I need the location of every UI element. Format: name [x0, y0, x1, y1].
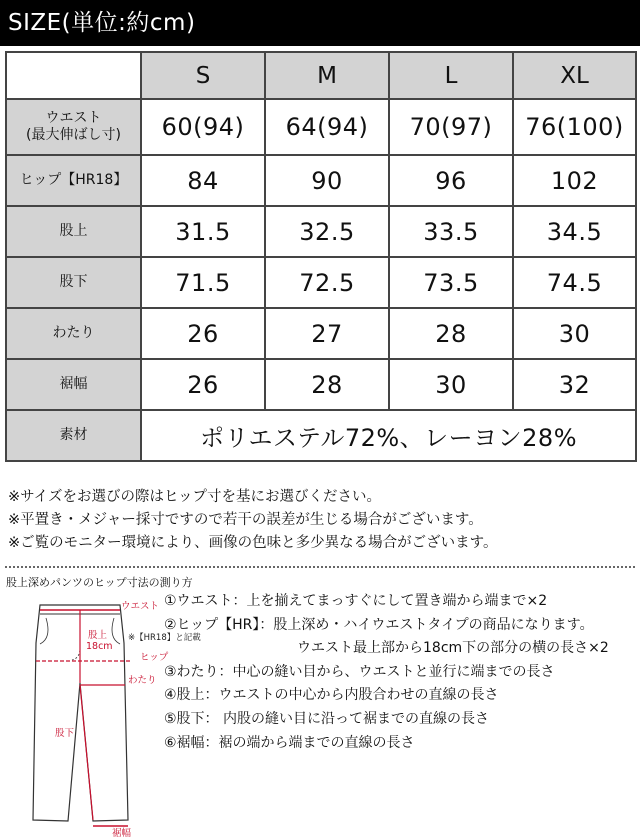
row-label-line: ウエスト	[45, 110, 102, 126]
label-inseam: 股下	[55, 728, 75, 739]
table-cell: 28	[389, 308, 513, 359]
table-cell: 102	[513, 155, 636, 206]
table-cell: 30	[513, 308, 636, 359]
row-label-material: 素材	[6, 410, 141, 461]
label-waist: ウエスト	[121, 601, 160, 612]
table-cell: 64(94)	[265, 99, 389, 155]
material-value: ポリエステル72%、レーヨン28%	[141, 410, 636, 461]
table-row-thigh	[6, 308, 636, 359]
table-row-waist	[6, 99, 636, 155]
table-row-hip	[6, 155, 636, 206]
size-header: S	[141, 52, 265, 99]
row-label-inseam: 股下	[6, 257, 141, 308]
table-cell: 96	[389, 155, 513, 206]
table-cell: 33.5	[389, 206, 513, 257]
row-label-hem: 裾幅	[6, 359, 141, 410]
table-cell: 28	[265, 359, 389, 410]
label-rise-value: 18cm	[86, 641, 113, 652]
notes	[8, 486, 498, 555]
row-label-line: (最大伸ばし寸)	[26, 127, 121, 143]
row-label-thigh: わたり	[6, 308, 141, 359]
instruction-line: ②ヒップ【HR】：股上深め・ハイウエストタイプの商品になります。	[164, 616, 594, 633]
diagram-title: 股上深めパンツのヒップ寸法の測り方	[6, 576, 193, 589]
instruction-line: ウエスト最上部から18cm下の部分の横の長さ×2	[297, 640, 609, 657]
instruction-line: ③わたり：中心の縫い目から、ウエストと並行に端までの長さ	[164, 663, 555, 680]
divider	[5, 566, 635, 568]
table-cell: 34.5	[513, 206, 636, 257]
table-cell: 27	[265, 308, 389, 359]
table-cell: 32.5	[265, 206, 389, 257]
label-thigh: わたり	[128, 675, 157, 686]
table-row-inseam	[6, 257, 636, 308]
corner-cell	[6, 52, 141, 99]
table-cell: 32	[513, 359, 636, 410]
table-row-material	[6, 410, 636, 461]
table-cell: 90	[265, 155, 389, 206]
label-hr-note: ※【HR18】と記載	[128, 633, 201, 643]
size-header: XL	[513, 52, 636, 99]
instruction-line: ①ウエスト：上を揃えてまっすぐにして置き端から端まで×2	[164, 593, 548, 609]
note-line: ※ご覧のモニター環境により、画像の色味と多少異なる場合がございます。	[8, 535, 498, 551]
table-cell: 71.5	[141, 257, 265, 308]
table-cell: 31.5	[141, 206, 265, 257]
row-label-waist	[6, 99, 141, 155]
table-cell: 26	[141, 359, 265, 410]
page-title: SIZE(単位:約cm)	[0, 0, 640, 46]
size-header-row	[6, 52, 636, 99]
row-label-rise: 股上	[6, 206, 141, 257]
table-row-hem	[6, 359, 636, 410]
size-table	[5, 51, 637, 462]
row-label-hip: ヒップ【HR18】	[6, 155, 141, 206]
table-cell: 73.5	[389, 257, 513, 308]
instruction-line: ④股上：ウエストの中心から内股合わせの直線の長さ	[164, 687, 499, 704]
table-cell: 72.5	[265, 257, 389, 308]
measurement-instructions	[164, 590, 609, 755]
table-cell: 30	[389, 359, 513, 410]
table-cell: 84	[141, 155, 265, 206]
table-cell: 70(97)	[389, 99, 513, 155]
label-hem: 裾幅	[112, 828, 132, 839]
size-header: M	[265, 52, 389, 99]
label-hip: ヒップ	[140, 652, 169, 663]
table-row-rise	[6, 206, 636, 257]
table-cell: 76(100)	[513, 99, 636, 155]
pants-diagram	[0, 588, 201, 839]
table-cell: 26	[141, 308, 265, 359]
instruction-line: ⑤股下： 内股の縫い目に沿って裾までの直線の長さ	[164, 710, 489, 727]
note-line: ※サイズをお選びの際はヒップ寸を基にお選びください。	[8, 489, 382, 505]
instruction-line: ⑥裾幅：裾の端から端までの直線の長さ	[164, 734, 415, 751]
table-cell: 60(94)	[141, 99, 265, 155]
label-rise: 股上	[88, 630, 108, 641]
size-header: L	[389, 52, 513, 99]
note-line: ※平置き・メジャー採寸ですので若干の誤差が生じる場合がございます。	[8, 512, 483, 528]
table-cell: 74.5	[513, 257, 636, 308]
